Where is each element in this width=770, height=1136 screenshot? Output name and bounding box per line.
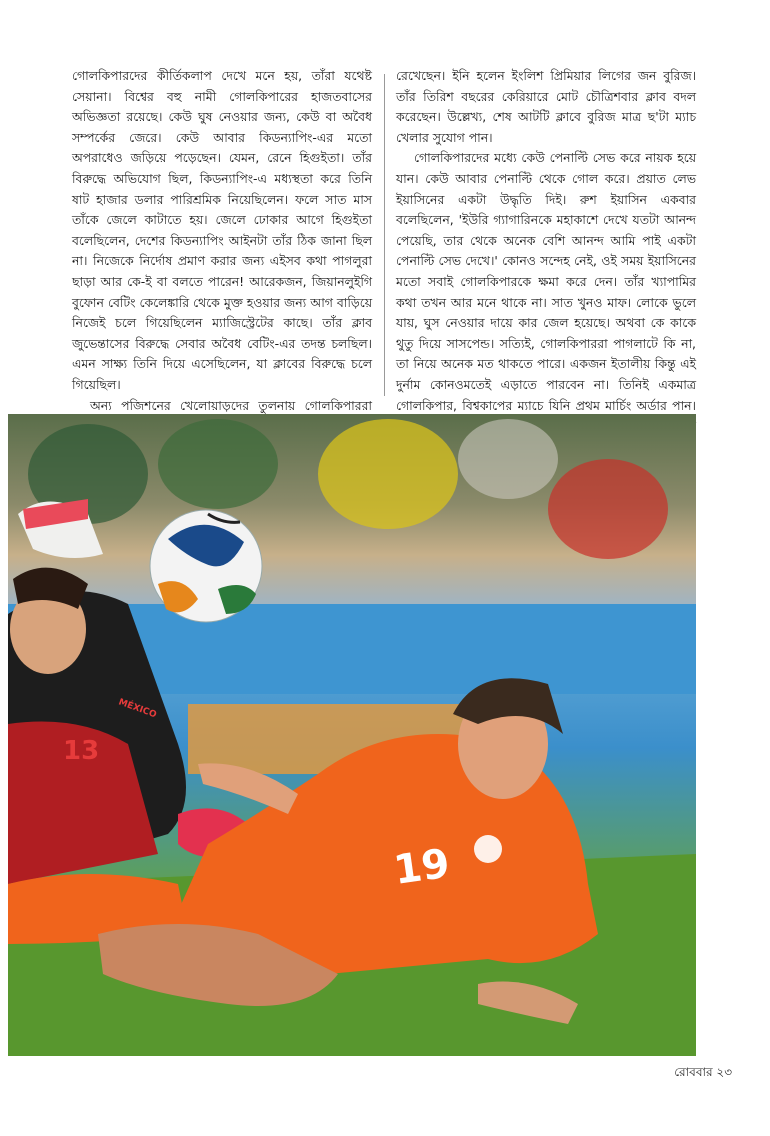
keeper-sleeve-text: MÉXICO [116, 697, 158, 721]
keeper-shirt-number: 13 [63, 736, 100, 766]
football-photo [8, 414, 696, 1056]
page-footer: রোববার ২৩ [674, 1065, 732, 1079]
striker-shirt-number: 19 [390, 840, 453, 894]
column-divider [384, 74, 385, 396]
ball-graphic [150, 510, 262, 622]
article-paragraph: গোলকিপারদের কীর্তিকলাপ দেখে মনে হয়, তাঁরা যথেষ্ট সেয়ানা। বিশ্বের বহু নামী গোলকিপারের হাজতবাসের অভিজ্ঞতা রয়েছে। কেউ ঘুষ নেওয়ার জন্য, কেউ বা অবৈধ সম্পর্কের জেরে। কেউ আবার কিডন্যাপিং-এর মতো অপরাধেও জড়িয়ে পড়েছেন। যেমন, রেনে হিগুইতা। তাঁর বিরুদ্ধে অভিযোগ ছিল, কিডন্যাপিং-এ মধ্যস্থতা করে তিনি ষাট হাজার ডলার পারিশ্রমিক নিয়েছিলেন। ফলে সাত মাস তাঁকে জেলে কাটাতে হয়। জেলে ঢোকার আগে হিগুইতা বলেছিলেন, দেশের কিডন্যাপিং আইনটা তাঁর ঠিক জানা ছিল না। নিজেকে নির্দোষ প্রমাণ করার জন্য এইসব কথা পাগলুরা ছাড়া আর কে-ই বা বলতে পারেন! আরেকজন, জিয়ানলুইগি বুফোন বেটিং কেলেঙ্কারি থেকে মুক্ত হওয়ার জন্য আগ বাড়িয়ে নিজেই চলে গিয়েছিলেন ম্যাজিস্ট্রেটের কাছে। তাঁর ক্লাব জুভেন্তাসের বিরুদ্ধে সেবার অবৈধ বেটিং-এর তদন্ত চলছিল। এমন সাক্ষ্য তিনি দিয়ে এসেছিলেন, যা ক্লাবের বিরুদ্ধে চলে গিয়েছিল। [72, 68, 372, 392]
article-paragraph: অন্য পজিশনের খেলোয়াড়দের তুলনায় গোলকিপাররা [90, 397, 372, 413]
article-paragraph: রেখেছেন। ইনি হলেন ইংলিশ প্রিমিয়ার লিগের জন বুরিজ। তাঁর তিরিশ বছরের কেরিয়ারে মোট চৌত্রিশবার ক্লাব বদল করেছেন। উল্লেখ্য, শেষ আটটি ক্লাবে বুরিজ মাত্র ছ'টা ম্যাচ খেলার সুযোগ পান। [396, 68, 696, 145]
article-paragraph: গোলকিপারদের মধ্যে কেউ পেনাল্টি সেভ করে নায়ক হয়ে যান। কেউ আবার পেনাল্টি থেকে গোল করে। প্রয়াত লেভ ইয়াসিনের একটা উদ্ধৃতি দিই। রুশ ইয়াসিন একবার বলেছিলেন, 'ইউরি গ্যাগারিনকে মহাকাশে দেখে যতটা আনন্দ পেয়েছি, তার থেকে অনেক বেশি আনন্দ আমি পাই একটা পেনাল্টি সেভ দেখে।' কোনও সন্দেহ নেই, ওই সময় ইয়াসিনের মতো সবাই গোলকিপারকে ক্ষমা করে দেন। তাঁর খ্যাপামির কথা তখন আর মনে থাকে না। সাত খুনও মাফ। লোকে ভুলে যায়, ঘুস নেওয়ার দায়ে কার জেল হয়েছে। অথবা কে কাকে থুতু দিয়ে সাসপেন্ড। সত্যিই, গোলকিপাররা পাগলাটে কি না, তা নিয়ে অনেক মত থাকতে পারে। একজন ইতালীয় কিন্তু এই দুর্নাম কোনওমতেই এড়াতে পারবেন না। তিনিই একমাত্র গোলকিপার, বিশ্বকাপের ম্যাচে যিনি প্রথম মার্চিং অর্ডার পান। [396, 150, 696, 413]
